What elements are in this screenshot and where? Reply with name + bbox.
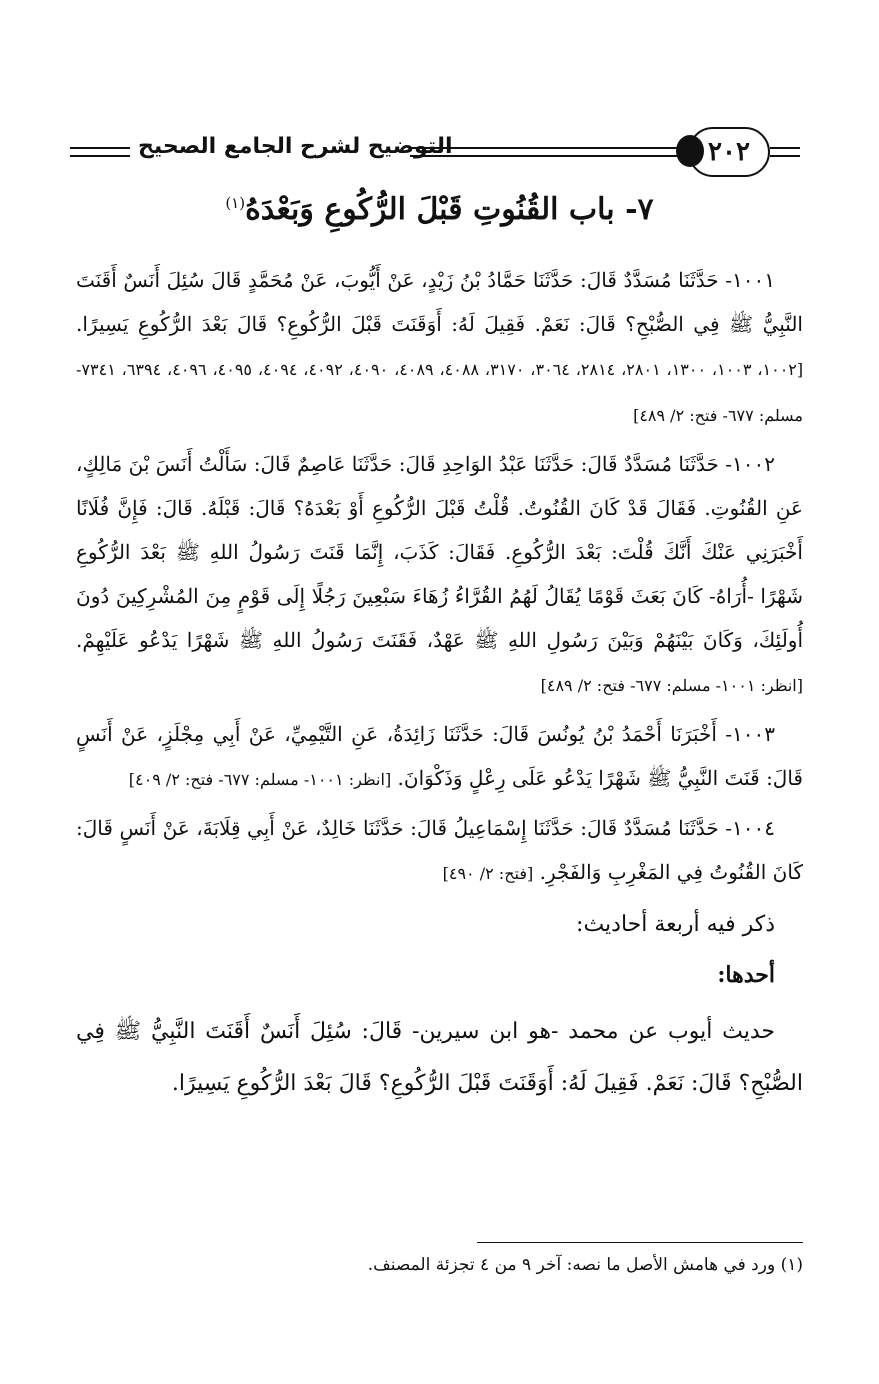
hadith-1002: [76, 442, 803, 708]
page-number: ٢٠٢: [688, 127, 770, 177]
hadith-reference: [انظر: ١٠٠١- مسلم: ٦٧٧- فتح: ٢/ ٤٠٩]: [128, 770, 392, 789]
hadith-1004: [76, 806, 803, 896]
hadith-reference: [انظر: ١٠٠١- مسلم: ٦٧٧- فتح: ٢/ ٤٨٩]: [540, 676, 803, 695]
chapter-title: [70, 192, 809, 227]
running-title: التوضيح لشرح الجامع الصحيح: [138, 134, 453, 159]
chapter-footnote-marker: (١): [225, 194, 246, 212]
hadith-reference: [١٠٠٢، ١٠٠٣، ١٣٠٠، ٢٨٠١، ٢٨١٤، ٣٠٦٤، ٣١٧٠، ٤٠٨٨، ٤٠٨٩، ٤٠٩٠، ٤٠٩٢، ٤٠٩٤، ٤٠٩٥، ٤٠٩٦، ٦٣٩٤، ٧٣٤١- مسلم: ٦٧٧- فتح: ٢/ ٤٨٩]: [76, 360, 804, 425]
hadith-text: ١٠٠٢- حَدَّثَنَا مُسَدَّدٌ قَالَ: حَدَّثَنَا عَبْدُ الوَاحِدِ قَالَ: حَدَّثَنَا عَاصِمٌ قَالَ: سَأَلْتُ أَنَسَ بْنَ مَالِكٍ، عَنِ القُنُوتِ. فَقَالَ قَدْ كَانَ القُنُوتُ. قُلْتُ قَبْلَ الرُّكُوعِ أَوْ بَعْدَهُ؟ قَالَ: قَبْلَهُ. قَالَ: فَإِنَّ فُلَانًا أَخْبَرَنِي عَنْكَ أَنَّكَ قُلْتَ: بَعْدَ الرُّكُوعِ. فَقَالَ: كَذَبَ، إِنَّمَا قَنَتَ رَسُولُ اللهِ ﷺ بَعْدَ الرُّكُوعِ شَهْرًا -أُرَاهُ- كَانَ بَعَثَ قَوْمًا يُقَالُ لَهُمُ القُرَّاءُ زُهَاءَ سَبْعِينَ رَجُلًا إِلَى قَوْمٍ مِنَ المُشْرِكِينَ دُونَ أُولَئِكَ، وَكَانَ بَيْنَهُمْ وَبَيْنَ رَسُولِ اللهِ ﷺ عَهْدٌ، فَقَنَتَ رَسُولُ اللهِ ﷺ شَهْرًا يَدْعُو عَلَيْهِمْ.: [76, 452, 803, 652]
hadith-text: ١٠٠٣- أَخْبَرَنَا أَحْمَدُ بْنُ يُونُسَ قَالَ: حَدَّثَنَا زَائِدَةُ، عَنِ التَّيْمِيِّ، عَنْ أَبِي مِجْلَزٍ، عَنْ أَنَسٍ قَالَ: قَنَتَ النَّبِيُّ ﷺ شَهْرًا يَدْعُو عَلَى رِعْلٍ وَذَكْوَانَ.: [76, 722, 803, 790]
hadith-text: ١٠٠٤- حَدَّثَنَا مُسَدَّدٌ قَالَ: حَدَّثَنَا إِسْمَاعِيلُ قَالَ: حَدَّثَنَا خَالِدٌ، عَنْ أَبِي قِلَابَةَ، عَنْ أَنَسٍ قَالَ: كَانَ القُنُوتُ فِي المَغْرِبِ وَالفَجْرِ.: [76, 816, 803, 884]
header-rule-left: [70, 147, 130, 157]
commentary-first-text: حديث أيوب عن محمد -هو ابن سيرين- قَالَ: سُئِلَ أَنَسٌ أَقَنَتَ النَّبِيُّ ﷺ فِي الصُّبْحِ؟ قَالَ: نَعَمْ. فَقِيلَ لَهُ: أَوَقَنَتَ قَبْلَ الرُّكُوعِ؟ قَالَ بَعْدَ الرُّكُوعِ يَسِيرًا.: [76, 1019, 803, 1096]
hadith-reference: [فتح: ٢/ ٤٩٠]: [442, 864, 534, 883]
hadith-text: ١٠٠١- حَدَّثَنَا مُسَدَّدٌ قَالَ: حَدَّثَنَا حَمَّادُ بْنُ زَيْدٍ، عَنْ أَيُّوبَ، عَنْ مُحَمَّدٍ قَالَ سُئِلَ أَنَسٌ أَقَنَتَ النَّبِيُّ ﷺ فِي الصُّبْحِ؟ قَالَ: نَعَمْ. فَقِيلَ لَهُ: أَوَقَنَتَ قَبْلَ الرُّكُوعِ؟ قَالَ بَعْدَ الرُّكُوعِ يَسِيرًا.: [76, 268, 803, 336]
main-content: [76, 258, 803, 1110]
page-header: [70, 124, 800, 182]
commentary-intro: ذكر فيه أربعة أحاديث:: [576, 912, 775, 937]
hadith-1003: [76, 712, 803, 802]
footnote: [76, 1250, 803, 1280]
hadith-1001: [76, 258, 803, 438]
header-rule-right: [770, 147, 800, 157]
chapter-title-text: ٧- باب القُنُوتِ قَبْلَ الرُّكُوعِ وَبَعْدَهُ: [245, 192, 654, 227]
footnote-separator: [477, 1242, 803, 1243]
commentary-first-heading: أحدها:: [717, 962, 775, 988]
footnote-marker: (١): [780, 1255, 803, 1275]
footnote-text: ورد في هامش الأصل ما نصه: آخر ٩ من ٤ تجزئة المصنف.: [367, 1255, 776, 1275]
